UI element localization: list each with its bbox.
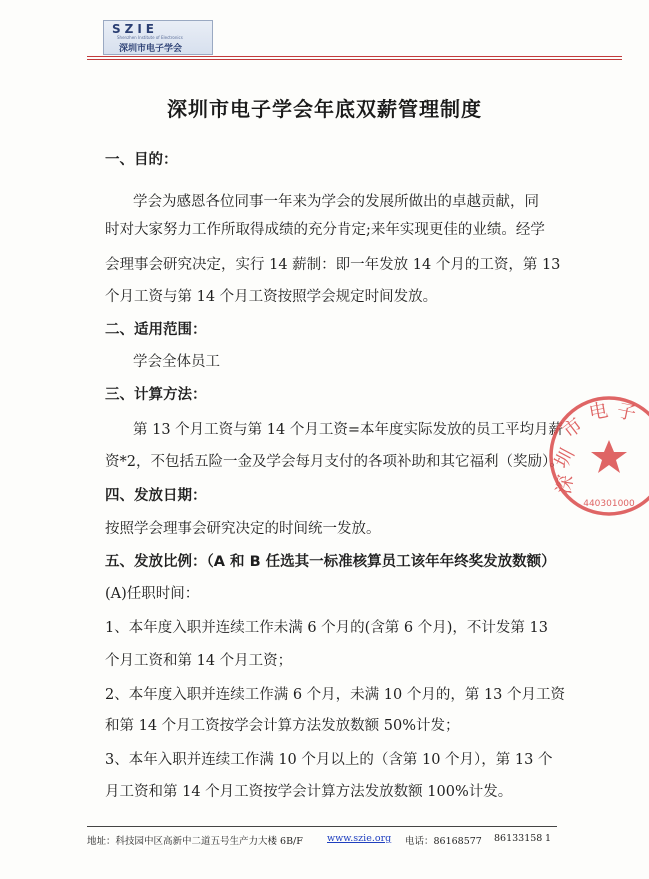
paragraph-line: 学会为感恩各位同事一年来为学会的发展所做出的卓越贡献，同: [133, 194, 539, 210]
logo-chinese-name: 深圳市电子学会: [119, 44, 183, 54]
logo-mark: SZIE: [112, 22, 159, 36]
seal-char: 子: [614, 399, 639, 426]
footer-phone-secondary: 86133158: [494, 833, 543, 844]
paragraph-line: 时对大家努力工作所取得成绩的充分肯定;来年实现更佳的业绩。经学: [105, 222, 545, 238]
seal-char: 市: [558, 413, 587, 443]
header-rule: [87, 56, 622, 57]
paragraph-line: 第 13 个月工资与第 14 个月工资=本年度实际发放的员工平均月薪: [133, 422, 563, 438]
footer-address: 地址：科技园中区高新中二道五号生产力大楼 6B/F: [87, 836, 303, 847]
footer-phone: 电话：86168577: [405, 836, 482, 847]
paragraph-line: 个月工资与第 14 个月工资按照学会规定时间发放。: [105, 289, 438, 305]
list-item-line: 和第 14 个月工资按学会计算方法发放数额 50%计发；: [105, 718, 460, 734]
section-heading-ratio: 五、发放比例：（A 和 B 任选其一标准核算员工该年年终奖发放数额）: [105, 554, 556, 570]
seal-char: 深: [552, 473, 578, 496]
paragraph-line: 资*2，不包括五险一金及学会每月支付的各项补助和其它福利（奖励）。: [105, 454, 564, 470]
paragraph-line: 会理事会研究决定，实行 14 薪制：即一年发放 14 个月的工资，第 13: [105, 257, 561, 273]
seal-char: 圳: [550, 444, 579, 472]
footer-website-link[interactable]: www.szie.org: [327, 833, 392, 844]
list-item-line: 3、本年入职并连续工作满 10 个月以上的（含第 10 个月），第 13 个: [105, 752, 553, 768]
seal-code: 440301000: [583, 499, 635, 509]
institute-logo: [103, 20, 213, 55]
section-heading-scope: 二、适用范围：: [105, 322, 207, 338]
subheading-tenure: (A)任职时间：: [105, 586, 200, 602]
date-text: 按照学会理事会研究决定的时间统一发放。: [105, 521, 381, 537]
list-item-line: 2、本年度入职并连续工作满 6 个月，未满 10 个月的，第 13 个月工资: [105, 687, 566, 703]
list-item-line: 月工资和第 14 个月工资按学会计算方法发放数额 100%计发。: [105, 784, 513, 800]
official-seal: [545, 392, 649, 520]
seal-star-icon: [591, 440, 627, 473]
footer-rule: [87, 826, 557, 827]
document-title: 深圳市电子学会年底双薪管理制度: [167, 97, 482, 121]
logo-subtitle: Shenzhen Institute of Electronics: [117, 35, 183, 40]
list-item-line: 1、本年度入职并连续工作未满 6 个月的(含第 6 个月)，不计发第 13: [105, 620, 548, 636]
seal-char: 电: [587, 399, 610, 425]
section-heading-date: 四、发放日期：: [105, 488, 207, 504]
scope-text: 学会全体员工: [133, 354, 220, 370]
section-heading-calculation: 三、计算方法：: [105, 387, 207, 403]
header-rule-secondary: [87, 59, 622, 60]
page-number: 1: [545, 833, 552, 844]
list-item-line: 个月工资和第 14 个月工资；: [105, 653, 293, 669]
section-heading-purpose: 一、目的：: [105, 152, 178, 168]
